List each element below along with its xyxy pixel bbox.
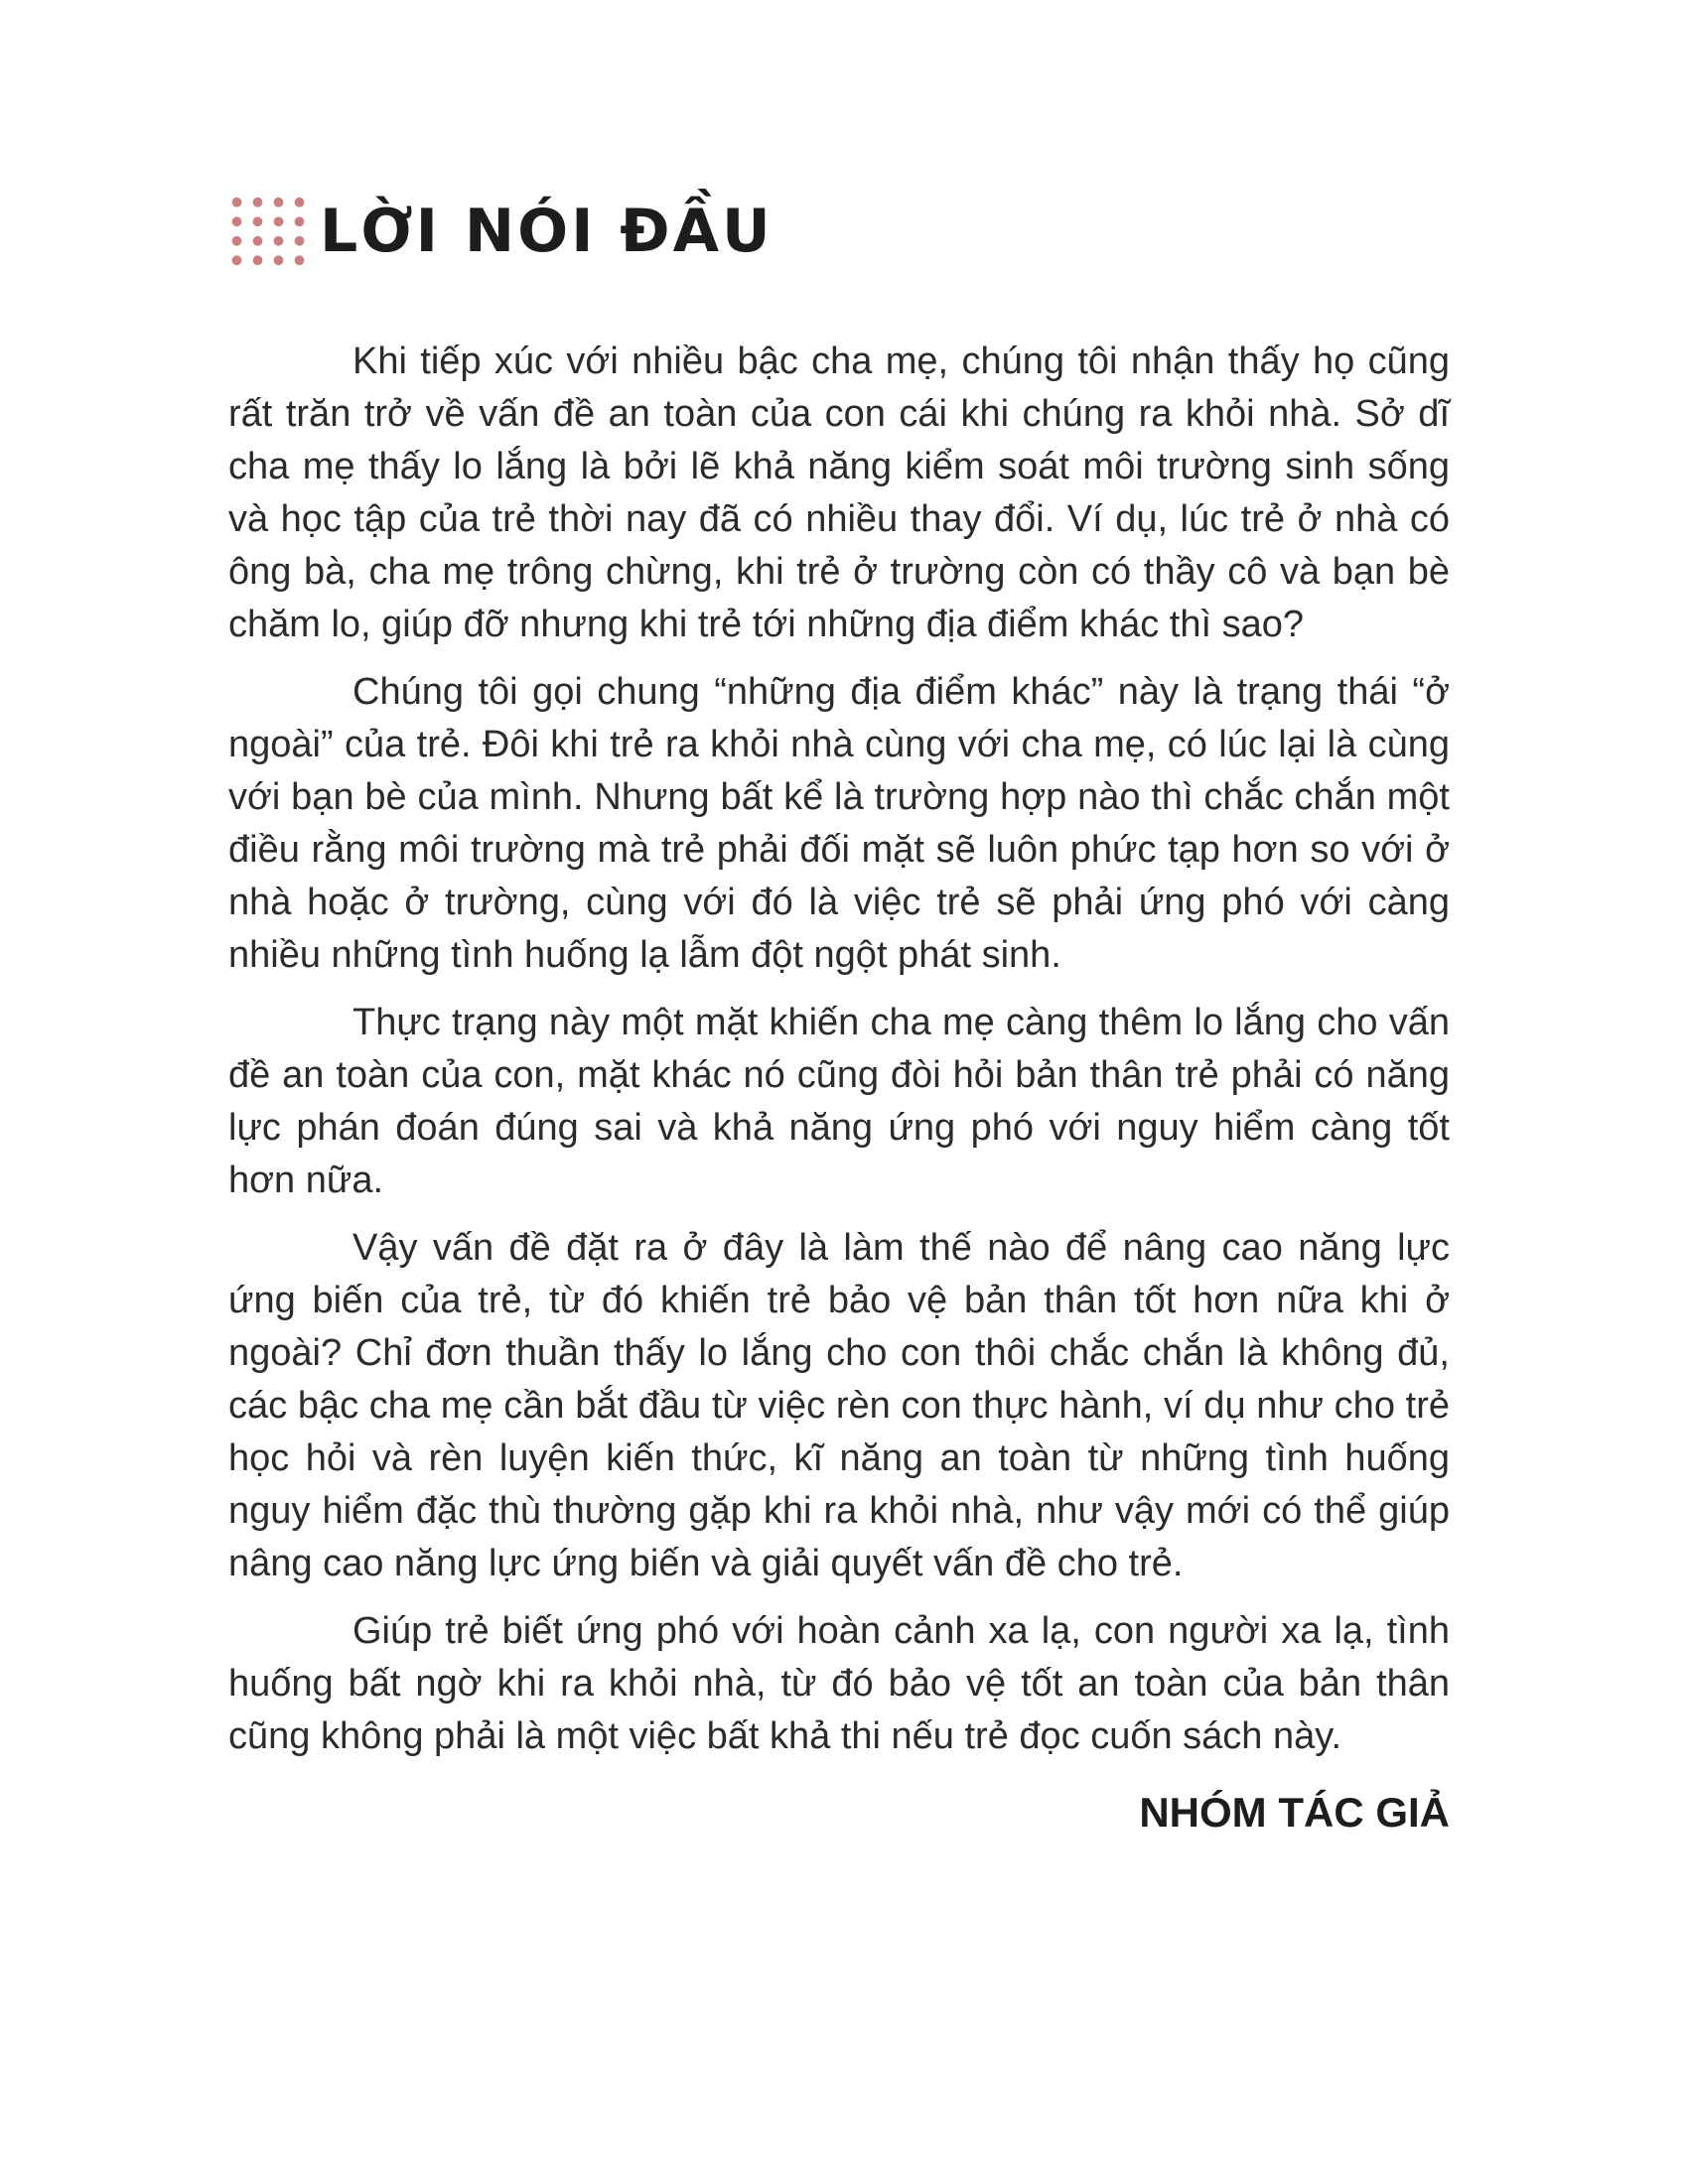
paragraph-4: Vậy vấn đề đặt ra ở đây là làm thế nào để nâng cao năng lực ứng biến của trẻ, từ đó khiến trẻ bảo vệ bản thân tốt hơn nữa khi ở ngoài? Chỉ đơn thuần thấy lo lắng cho con thôi chắc chắn là không đủ, các bậc cha mẹ cần bắt đầu từ việc rèn con thực hành, ví dụ như cho trẻ học hỏi và rèn luyện kiến thức, kĩ năng an toàn từ những tình huống nguy hiểm đặc thù thường gặp khi ra khỏi nhà, như vậy mới có thể giúp nâng cao năng lực ứng biến và giải quyết vấn đề cho trẻ. <box>228 1227 1450 1584</box>
body-text <box>228 336 1450 1839</box>
chapter-header <box>226 193 774 270</box>
dots-ornament-icon <box>226 193 310 270</box>
paragraph-5: Giúp trẻ biết ứng phó với hoàn cảnh xa lạ, con người xa lạ, tình huống bất ngờ khi ra khỏi nhà, từ đó bảo vệ tốt an toàn của bản thân cũng không phải là một việc bất khả thi nếu trẻ đọc cuốn sách này. <box>228 1610 1450 1757</box>
page-title: LỜI NÓI ĐẦU <box>320 197 774 266</box>
author-signature: NHÓM TÁC GIẢ <box>1139 1789 1450 1836</box>
paragraph-1: Khi tiếp xúc với nhiều bậc cha mẹ, chúng tôi nhận thấy họ cũng rất trăn trở về vấn đề an toàn của con cái khi chúng ra khỏi nhà. Sở dĩ cha mẹ thấy lo lắng là bởi lẽ khả năng kiểm soát môi trường sinh sống và học tập của trẻ thời nay đã có nhiều thay đổi. Ví dụ, lúc trẻ ở nhà có ông bà, cha mẹ trông chừng, khi trẻ ở trường còn có thầy cô và bạn bè chăm lo, giúp đỡ nhưng khi trẻ tới những địa điểm khác thì sao? <box>228 341 1450 645</box>
paragraph-2: Chúng tôi gọi chung “những địa điểm khác” này là trạng thái “ở ngoài” của trẻ. Đôi khi trẻ ra khỏi nhà cùng với cha mẹ, có lúc lại là cùng với bạn bè của mình. Nhưng bất kể là trường hợp nào thì chắc chắn một điều rằng môi trường mà trẻ phải đối mặt sẽ luôn phức tạp hơn so với ở nhà hoặc ở trường, cùng với đó là việc trẻ sẽ phải ứng phó với càng nhiều những tình huống lạ lẫm đột ngột phát sinh. <box>228 671 1450 976</box>
paragraph-3: Thực trạng này một mặt khiến cha mẹ càng thêm lo lắng cho vấn đề an toàn của con, mặt khác nó cũng đòi hỏi bản thân trẻ phải có năng lực phán đoán đúng sai và khả năng ứng phó với nguy hiểm càng tốt hơn nữa. <box>228 1002 1450 1201</box>
